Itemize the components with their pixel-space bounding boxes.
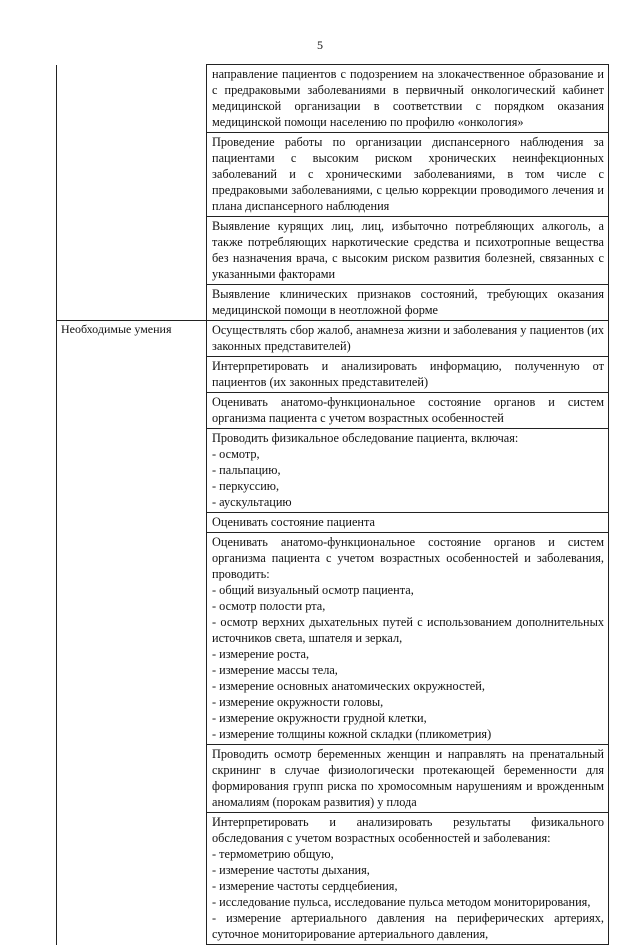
list-item: - измерение толщины кожной складки (пликометрия) — [212, 727, 492, 741]
section-label-skills: Необходимые умения — [57, 321, 207, 945]
row-list — [207, 813, 609, 945]
table-row — [57, 321, 609, 357]
list-item: - измерение частоты сердцебиения, — [212, 879, 398, 893]
list-item: - измерение окружности головы, — [212, 695, 384, 709]
list-intro: Оценивать анатомо-функциональное состояние органов и систем организма пациента с учетом возрастных особенностей и заболевания, проводить: — [212, 535, 604, 581]
list-intro: Проводить физикальное обследование пациента, включая: — [212, 431, 519, 445]
list-item: - измерение роста, — [212, 647, 310, 661]
row-text: Выявление клинических признаков состояний, требующих оказания медицинской помощи в неотложной форме — [207, 285, 609, 321]
list-item: - пальпацию, — [212, 463, 281, 477]
list-item: - осмотр верхних дыхательных путей с использованием дополнительных источников света, шпателя и зеркал, — [212, 615, 604, 645]
row-text: Оценивать анатомо-функциональное состояние органов и систем организма пациента с учетом возрастных особенностей — [207, 393, 609, 429]
row-text: Интерпретировать и анализировать информацию, полученную от пациентов (их законных представителей) — [207, 357, 609, 393]
row-text: Проведение работы по организации диспансерного наблюдения за пациентами с высоким риском хронических неинфекционных заболеваний и с хроническими заболеваниями, в том числе с предраковыми заболеваниями, с целью коррекции проводимого лечения и плана диспансерного наблюдения — [207, 133, 609, 217]
page-number: 5 — [317, 38, 323, 52]
list-item: - аускультацию — [212, 495, 292, 509]
list-item: - измерение массы тела, — [212, 663, 338, 677]
row-text: Выявление курящих лиц, лиц, избыточно потребляющих алкоголь, а также потребляющих наркотические средства и психотропные вещества без назначения врача, с высоким риском развития болезней, связанных с указанными факторами — [207, 217, 609, 285]
row-list — [207, 533, 609, 745]
table-row — [57, 65, 609, 133]
competency-table — [56, 64, 609, 945]
row-text: Оценивать состояние пациента — [207, 513, 609, 533]
list-item: - осмотр полости рта, — [212, 599, 326, 613]
list-item: - перкуссию, — [212, 479, 280, 493]
list-item: - измерение основных анатомических окружностей, — [212, 679, 485, 693]
row-text: Проводить осмотр беременных женщин и направлять на пренатальный скрининг в случае физиологически протекающей беременности для формирования групп риска по хромосомным нарушениям и врожденным аномалиям (порокам развития) у плода — [207, 745, 609, 813]
list-item: - осмотр, — [212, 447, 260, 461]
list-item: - общий визуальный осмотр пациента, — [212, 583, 414, 597]
list-item: - измерение артериального давления на периферических артериях, суточное мониторирование артериального давления, — [212, 911, 604, 941]
row-list — [207, 429, 609, 513]
row-text: направление пациентов с подозрением на злокачественное образование и с предраковыми заболеваниями в первичный онкологический кабинет медицинской организации в соответствии с порядком оказания медицинской помощи населению по профилю «онкология» — [207, 65, 609, 133]
label-cell-empty — [57, 65, 207, 321]
list-item: - исследование пульса, исследование пульса методом мониторирования, — [212, 895, 591, 909]
row-text: Осуществлять сбор жалоб, анамнеза жизни и заболевания у пациентов (их законных представителей) — [207, 321, 609, 357]
list-item: - измерение окружности грудной клетки, — [212, 711, 427, 725]
list-item: - термометрию общую, — [212, 847, 334, 861]
list-item: - измерение частоты дыхания, — [212, 863, 370, 877]
list-intro: Интерпретировать и анализировать результаты физикального обследования с учетом возрастных особенностей и заболевания: — [212, 815, 604, 845]
